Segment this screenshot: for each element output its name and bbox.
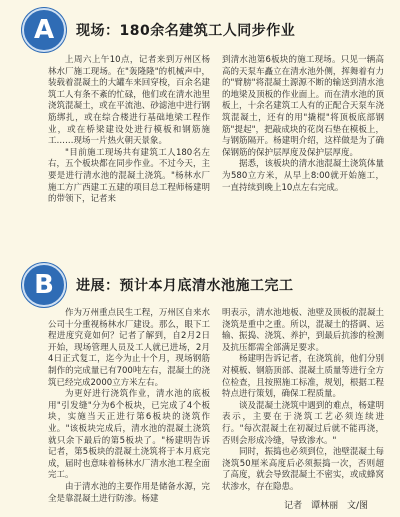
section-b	[0, 262, 400, 517]
section-b-title: 进展：预计本月底清水池施工完工	[76, 278, 294, 294]
section-a-body	[0, 55, 400, 255]
section-a-left-column	[48, 55, 210, 206]
section-a-headline	[22, 8, 295, 52]
paragraph: "目前施工现场共有建筑工人180名左右，五个板块都在同步作业。不过今天，主要是进行清水池的混凝土浇筑。"杨林水厂施工方广西建工五建的项目总工程师杨建明的带领下，记者来	[48, 147, 210, 205]
section-b-right-column	[222, 308, 384, 494]
section-b-body	[0, 308, 400, 508]
paragraph: 据悉，该板块的清水池混凝土浇筑体量为580立方米，从早上8:00就开始施工，一直持续到晚上10点左右完成。	[222, 159, 384, 193]
byline-credit: 文/图	[346, 501, 368, 511]
section-a-badge: A	[22, 8, 66, 52]
paragraph: 杨建明告诉记者，在浇筑前，他们分别对模板、钢筋顶部、混凝土质量等进行全方位检查，且按照施工标准，规划，根据工程特点进行策划，确保工程质量。	[222, 354, 384, 400]
paragraph: 上周六上午10点，记者来到万州区杨林水厂施工现场。在"轰隆隆"的机械声中，装载着混凝土的大罐车来回穿梭，百余名建筑工人有条不紊的忙碌，他们或在清水池里浇筑混凝土，或在平流池、砂滤池中进行钢筋绑扎，或在综合楼进行基础地梁工程作业，或在桥梁建设处进行模板和钢筋施工……现场一片热火朝天景象。	[48, 55, 210, 147]
paragraph: 明表示，清水池地板、池壁及顶板的混凝土浇筑是重中之重。所以，混凝土的搭调、运输、振捣、浇筑、养护，到最后抗渗的检测及抗压都需全部满足要求。	[222, 308, 384, 353]
section-b-left-column	[48, 308, 210, 505]
paragraph: 谈及混凝土浇筑中遇到的难点，杨建明表示，主要在于浇筑工艺必须连续进行。"每次混凝土在初凝过后就不能再浇，否则会形成冷缝，导致渗水。"	[222, 400, 384, 446]
paragraph: 作为万州重点民生工程，万州区自来水公司十分重视杨林水厂建设。那么，眼下工程进度究竟如何？记者了解到，自2月2日开始，现场管理人员及工人就已进场，2月4日正式复工，迄今为止十个月，现场钢筋制作的完成量已有700吨左右，混凝土的浇筑已经完成2000立方米左右。	[48, 308, 210, 388]
section-a-title: 现场：180余名建筑工人同步作业	[76, 23, 296, 39]
section-b-headline	[22, 263, 294, 307]
paragraph: 为更好进行浇筑作业，清水池的底板用"引发缝"分为6个板块，已完成了4个板块，实施当天正进行第6板块的浇筑作业。"该板块完成后，清水池的混凝土浇筑就只余下最后的第5板块了。"杨建明告诉记者，第5板块的混凝土浇筑将于本月底完成，届时也意味着杨林水厂清水池工程全面完工。	[48, 389, 210, 481]
paragraph: 到清水池第6板块的施工现场。只见一辆高高的天泵车矗立在清水池外侧，挥舞着有力的"臂膀"将混凝土源源不断的输送到清水池的地梁及顶板的作业面上。而在清水池的顶板上，十余名建筑工人有的正配合天泵车浇筑混凝土，还有的用"撬棍"将顶板底部钢筋"提起"，把敲成块的花岗石垫在模板上，与钢筋隔开。杨建明介绍，这样做是为了确保钢筋的保护层厚度及保护层厚度。	[222, 55, 384, 158]
byline	[278, 498, 368, 511]
section-b-badge: B	[22, 263, 66, 307]
byline-author: 谭林丽	[311, 501, 339, 511]
paragraph: 同时，振捣也必须到位，池壁混凝土每浇筑50厘米高度后必须振捣一次，否则超了高度，就会导致混凝土不密实，或成蜂窝状渗水，存在隐患。	[222, 447, 384, 492]
section-a-right-column	[222, 55, 384, 194]
byline-label: 记者	[284, 501, 303, 511]
paragraph: 由于清水池的主要作用是储备水源，完全是靠混凝土进行防渗。杨建	[48, 481, 210, 504]
